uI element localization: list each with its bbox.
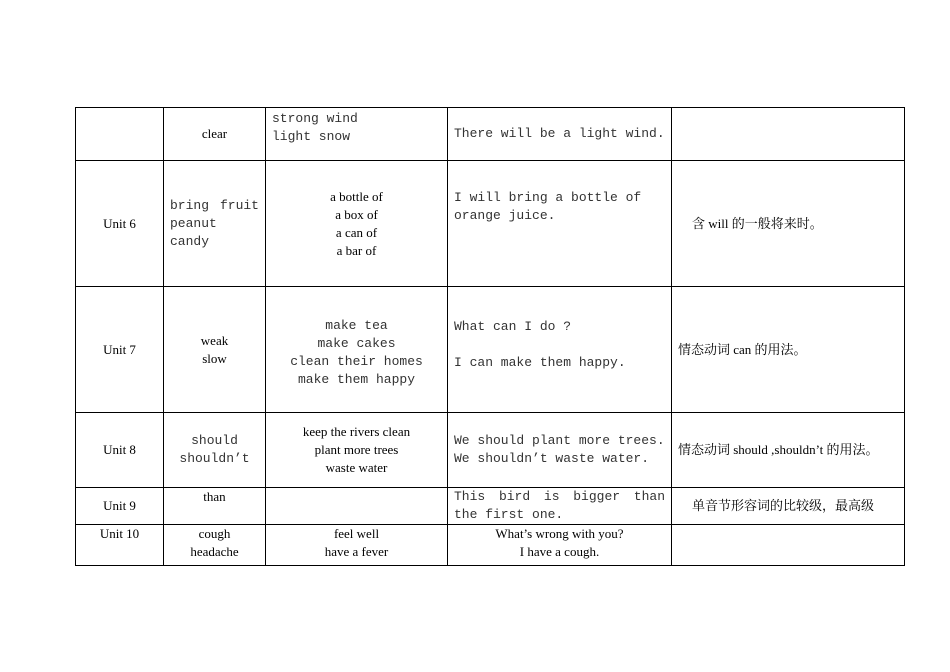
word: should [191, 433, 238, 448]
sentence: I can make them happy. [454, 354, 626, 370]
table-row [76, 108, 905, 161]
unit-cell [76, 108, 164, 161]
phrase: make cakes [317, 335, 396, 351]
sentences-cell [448, 287, 672, 413]
phrase: plant more trees [314, 442, 399, 457]
grammar-cell [672, 525, 905, 566]
grammar-cell: 情态动词 should ,shouldn’t 的用法。 [672, 413, 905, 488]
words-cell [164, 525, 266, 566]
unit-cell: Unit 6 [76, 161, 164, 287]
words-cell [164, 161, 266, 287]
phrase: light snow [272, 129, 351, 144]
sentences-cell [448, 525, 672, 566]
phrases-cell [266, 525, 448, 566]
sentences-cell [448, 488, 672, 525]
word: peanut candy [170, 215, 217, 249]
sentence: We shouldn’t waste water. [454, 451, 650, 466]
phrase: strong wind [272, 111, 358, 126]
grammar-cell: 含 will 的一般将来时。 [672, 161, 905, 287]
phrase: a bar of [336, 242, 377, 258]
phrase: make tea [325, 317, 388, 333]
phrases-cell [266, 161, 448, 287]
phrase: clean their homes [290, 353, 423, 369]
word: shouldn’t [179, 451, 250, 466]
sentences-cell [448, 413, 672, 488]
unit-cell: Unit 10 [76, 525, 164, 566]
words-cell [164, 488, 266, 525]
phrase: waste water [325, 460, 388, 475]
unit-cell: Unit 8 [76, 413, 164, 488]
sentence: I have a cough. [519, 544, 600, 559]
word: bring fruit [170, 197, 259, 213]
phrase: keep the rivers clean [302, 424, 411, 439]
word: weak [200, 332, 229, 348]
phrase: feel well [333, 526, 380, 541]
phrase: a can of [335, 224, 378, 240]
unit-table [75, 107, 905, 566]
word: clear [201, 126, 228, 141]
sentence: There will be a light wind. [454, 126, 665, 141]
table-row [76, 488, 905, 525]
table-row [76, 525, 905, 566]
phrases-cell [266, 287, 448, 413]
phrases-cell [266, 488, 448, 525]
grammar-cell: 单音节形容词的比较级，最高级 [672, 488, 905, 525]
word: slow [202, 350, 227, 366]
grammar-cell: 情态动词 can 的用法。 [672, 287, 905, 413]
phrase: make them happy [297, 371, 416, 387]
phrases-cell [266, 108, 448, 161]
phrase: a box of [335, 206, 378, 222]
sentences-cell [448, 161, 672, 287]
phrase: have a fever [324, 544, 389, 559]
sentence: I will bring a bottle of orange juice. [454, 190, 642, 223]
words-cell [164, 287, 266, 413]
word: headache [190, 544, 239, 559]
unit-cell: Unit 7 [76, 287, 164, 413]
words-cell [164, 413, 266, 488]
sentence: What’s wrong with you? [495, 526, 624, 541]
spacer [454, 336, 665, 354]
table-row [76, 161, 905, 287]
table-row [76, 287, 905, 413]
word: than [203, 489, 226, 504]
phrase: a bottle of [330, 188, 383, 204]
words-cell [164, 108, 266, 161]
table-row [76, 413, 905, 488]
grammar-cell [672, 108, 905, 161]
sentence: What can I do ? [454, 318, 572, 334]
sentences-cell [448, 108, 672, 161]
sentence: This bird is bigger than the first one. [454, 489, 665, 522]
unit-cell: Unit 9 [76, 488, 164, 525]
word: cough [198, 526, 231, 541]
phrases-cell [266, 413, 448, 488]
sentence: We should plant more trees. [454, 433, 665, 448]
